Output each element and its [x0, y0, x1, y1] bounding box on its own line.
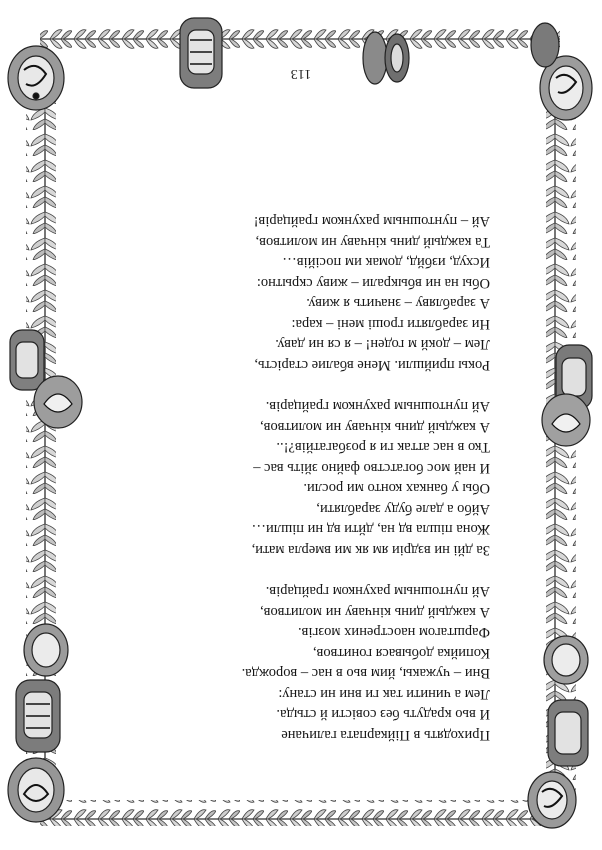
poem-line: Айбо а дале буду зарабляти, — [316, 501, 490, 517]
stanza-1 — [70, 581, 490, 745]
poem-line: Ай пунтошным рахунком грайцарів. — [265, 398, 490, 415]
poem-line: И вьо крадуть без совісти й стыда. — [276, 706, 490, 723]
page-number: 113 — [290, 66, 312, 81]
poem-line: Ай – пунтошным рахунком грайцарів! — [253, 213, 490, 230]
ornament-top-left — [8, 46, 64, 110]
ornament-left-lower — [16, 624, 68, 752]
stanza-3 — [70, 211, 490, 375]
stanza-2 — [70, 396, 490, 560]
poem-line: Фарштагом наострених мозгів. — [297, 624, 490, 641]
poem-line: Обы у банках конто ми росли. — [303, 480, 490, 497]
poem-line: Исхуд, избйд, домак им посійів… — [282, 254, 490, 271]
poem-line: И най мос богатство файно зйіть вас – — [253, 460, 490, 476]
poem-line: А каждый динь кінчаву ни молитвов, — [260, 604, 490, 620]
upside-down-page-content — [70, 55, 532, 795]
poem-line: Та каждый динь кінчаву ни молитвов, — [255, 234, 490, 250]
poem-line: Лем – докй м годен! – я ся ни даву. — [275, 336, 490, 353]
ornament-bottom-left — [8, 758, 64, 822]
poem-line: Рокы прийшли. Мене вбалие старість, — [254, 357, 490, 373]
ornament-top-right — [531, 23, 592, 120]
poem-line: Обы на ни вбыкрали – живу скрытно: — [256, 275, 490, 291]
poem-line: Вни – чужакы, йим вьо в нас – ворожда. — [241, 665, 490, 682]
poem — [70, 190, 490, 745]
poem-line: Жона пішла вд нa, дйти вд ни пішли… — [251, 521, 490, 538]
poem-line: Копийка добывася гонитвов, — [312, 645, 490, 661]
poem-line: А зарабляву – значить я живу. — [306, 295, 490, 312]
poem-line: Ни зарабляти гроші мені – кара: — [291, 316, 490, 332]
ornament-bottom-right — [528, 772, 576, 828]
poem-line: За дйі ни вздріи ям як ми вмерла мати, — [251, 542, 490, 558]
poem-line: А каждый динь кінчаву ни молитвов, — [260, 419, 490, 435]
poem-line: Приходять в Пійкарпата галичане — [281, 727, 490, 743]
poem-line: Тко в нас аттак ги я розбагатйів?!.. — [276, 439, 490, 456]
poem-line: Лем а чинити так ги вни ни стану: — [278, 686, 490, 702]
poem-line: Ай пунтошным рахунком грайцарів. — [265, 583, 490, 600]
